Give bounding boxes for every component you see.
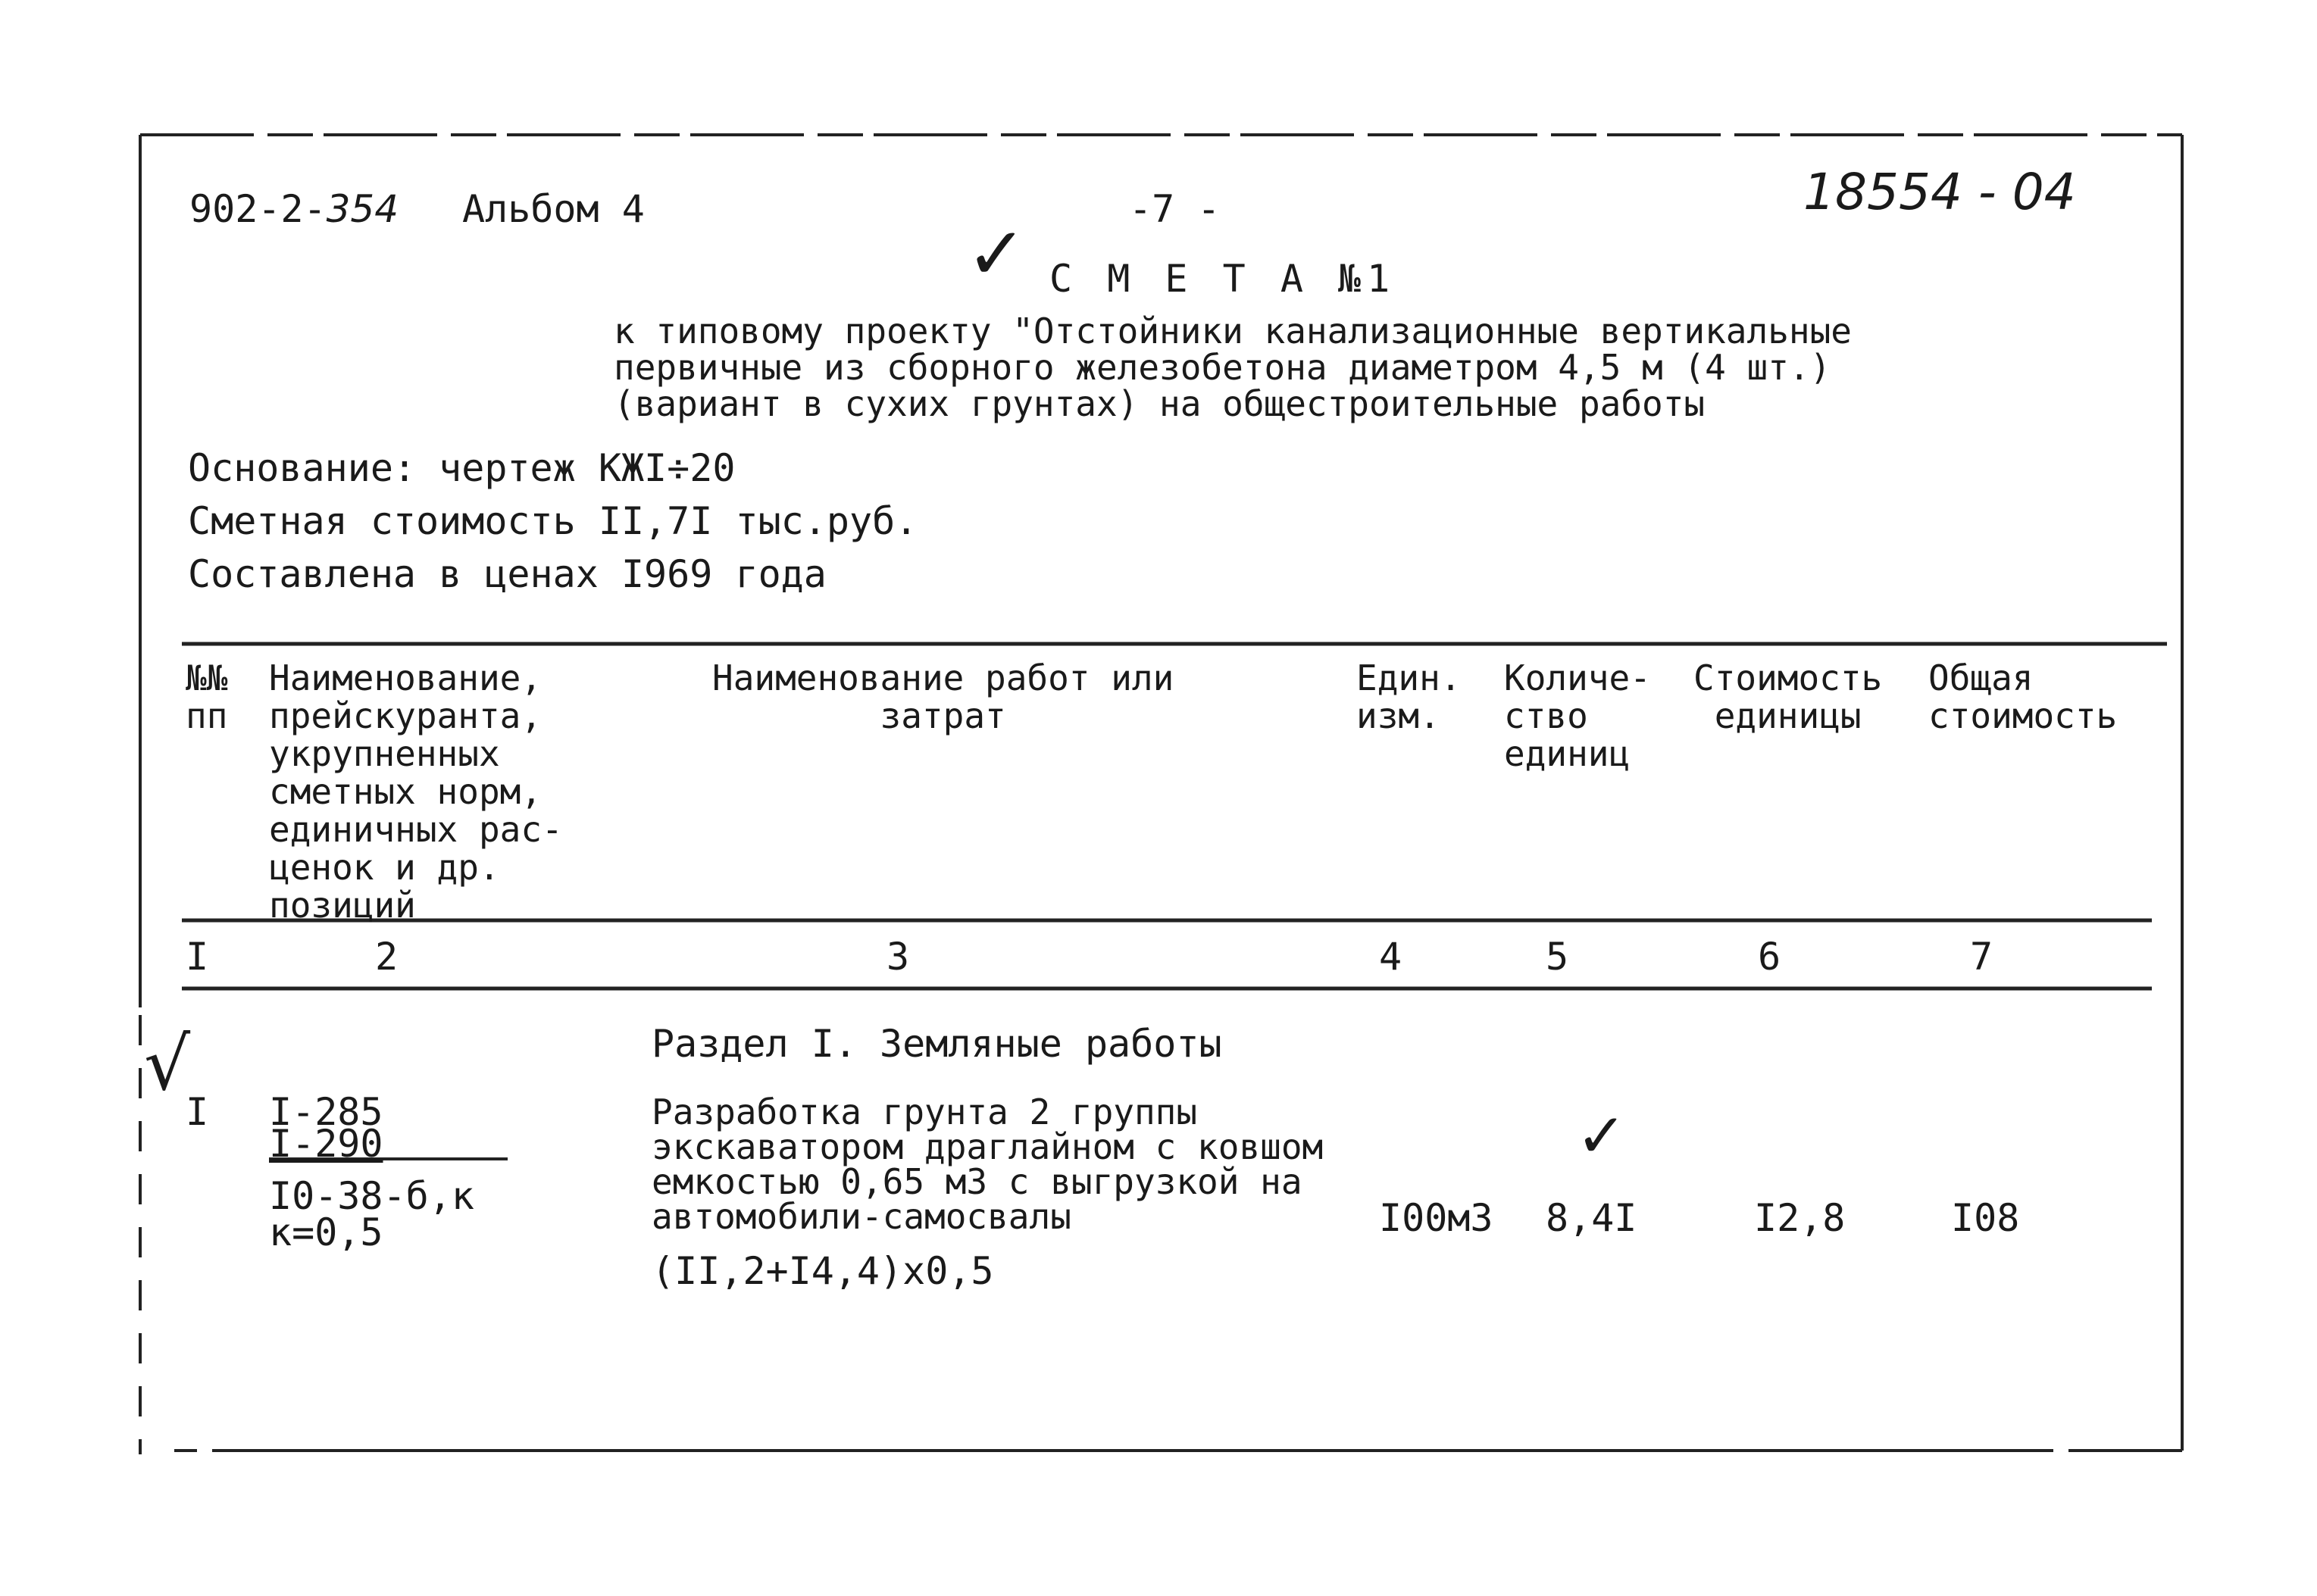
doc-number	[189, 188, 399, 230]
column-number-2: 2	[375, 935, 399, 979]
row-code-top: I-285	[269, 1090, 383, 1134]
row-unit-cost: I2,8	[1754, 1196, 1846, 1240]
row-total-cost: I08	[1951, 1196, 2020, 1240]
doc-number-handwritten: 354	[326, 187, 399, 231]
header-col-total-cost: Общая стоимость	[1928, 657, 2118, 736]
row-formula: (II,2+I4,4)х0,5	[652, 1249, 994, 1293]
row-code-mid: I-290	[269, 1122, 383, 1166]
estimated-cost-line: Сметная стоимость II,7I тыс.руб.	[188, 499, 918, 543]
row-check-mark: √	[144, 1022, 191, 1107]
header-col-number: №№ пп	[186, 657, 228, 736]
price-base-line: Составлена в ценах I969 года	[188, 552, 827, 596]
subtitle-line-3: (вариант в сухих грунтах) на общестроительные работы	[614, 383, 1706, 424]
header-col-unit: Един. изм.	[1356, 657, 1462, 736]
subtitle-line-1: к типовому проекту "Отстойники канализационные вертикальные	[614, 311, 1852, 351]
stamp-number: 18554 - 04	[1803, 163, 2076, 221]
column-number-7: 7	[1970, 935, 1993, 979]
page-number: -7 -	[1129, 187, 1221, 231]
doc-number-prefix: 902-2-	[189, 187, 327, 231]
estimate-heading: С М Е Т А №1	[1049, 257, 1396, 301]
section-title: Раздел I. Земляные работы	[652, 1022, 1222, 1066]
column-number-6: 6	[1758, 935, 1781, 979]
row-number: I	[186, 1090, 209, 1134]
row-unit: I00м3	[1379, 1196, 1493, 1240]
title-check-mark: ✓	[966, 211, 1027, 296]
header-col-work: Наименование работ или затрат	[712, 657, 1174, 736]
row-quantity: 8,4I	[1546, 1196, 1637, 1240]
header-col-code: Наименование, прейскуранта, укрупненных сметных норм, единичных рас- ценок и др. позиций	[269, 657, 563, 926]
column-number-5: 5	[1546, 935, 1569, 979]
header-col-quantity: Количе- ство единиц	[1504, 657, 1651, 774]
row-description: Разработка грунта 2 группы экскаватором драглайном с ковшом емкостью 0,65 м3 с выгрузкой на автомобили-самосвалы	[652, 1092, 1324, 1237]
column-number-3: 3	[886, 935, 910, 979]
basis-line: Основание: чертеж КЖI÷20	[188, 446, 736, 490]
column-number-1: I	[186, 935, 209, 979]
quantity-check-mark: ✓	[1576, 1101, 1628, 1171]
column-number-4: 4	[1379, 935, 1402, 979]
album-label: Альбом 4	[462, 187, 645, 231]
row-code-bottom: I0-38-б,к к=0,5	[269, 1174, 474, 1254]
header-col-unit-cost: Стоимость единицы	[1693, 657, 1883, 736]
subtitle-line-2: первичные из сборного железобетона диаметром 4,5 м (4 шт.)	[614, 347, 1831, 388]
